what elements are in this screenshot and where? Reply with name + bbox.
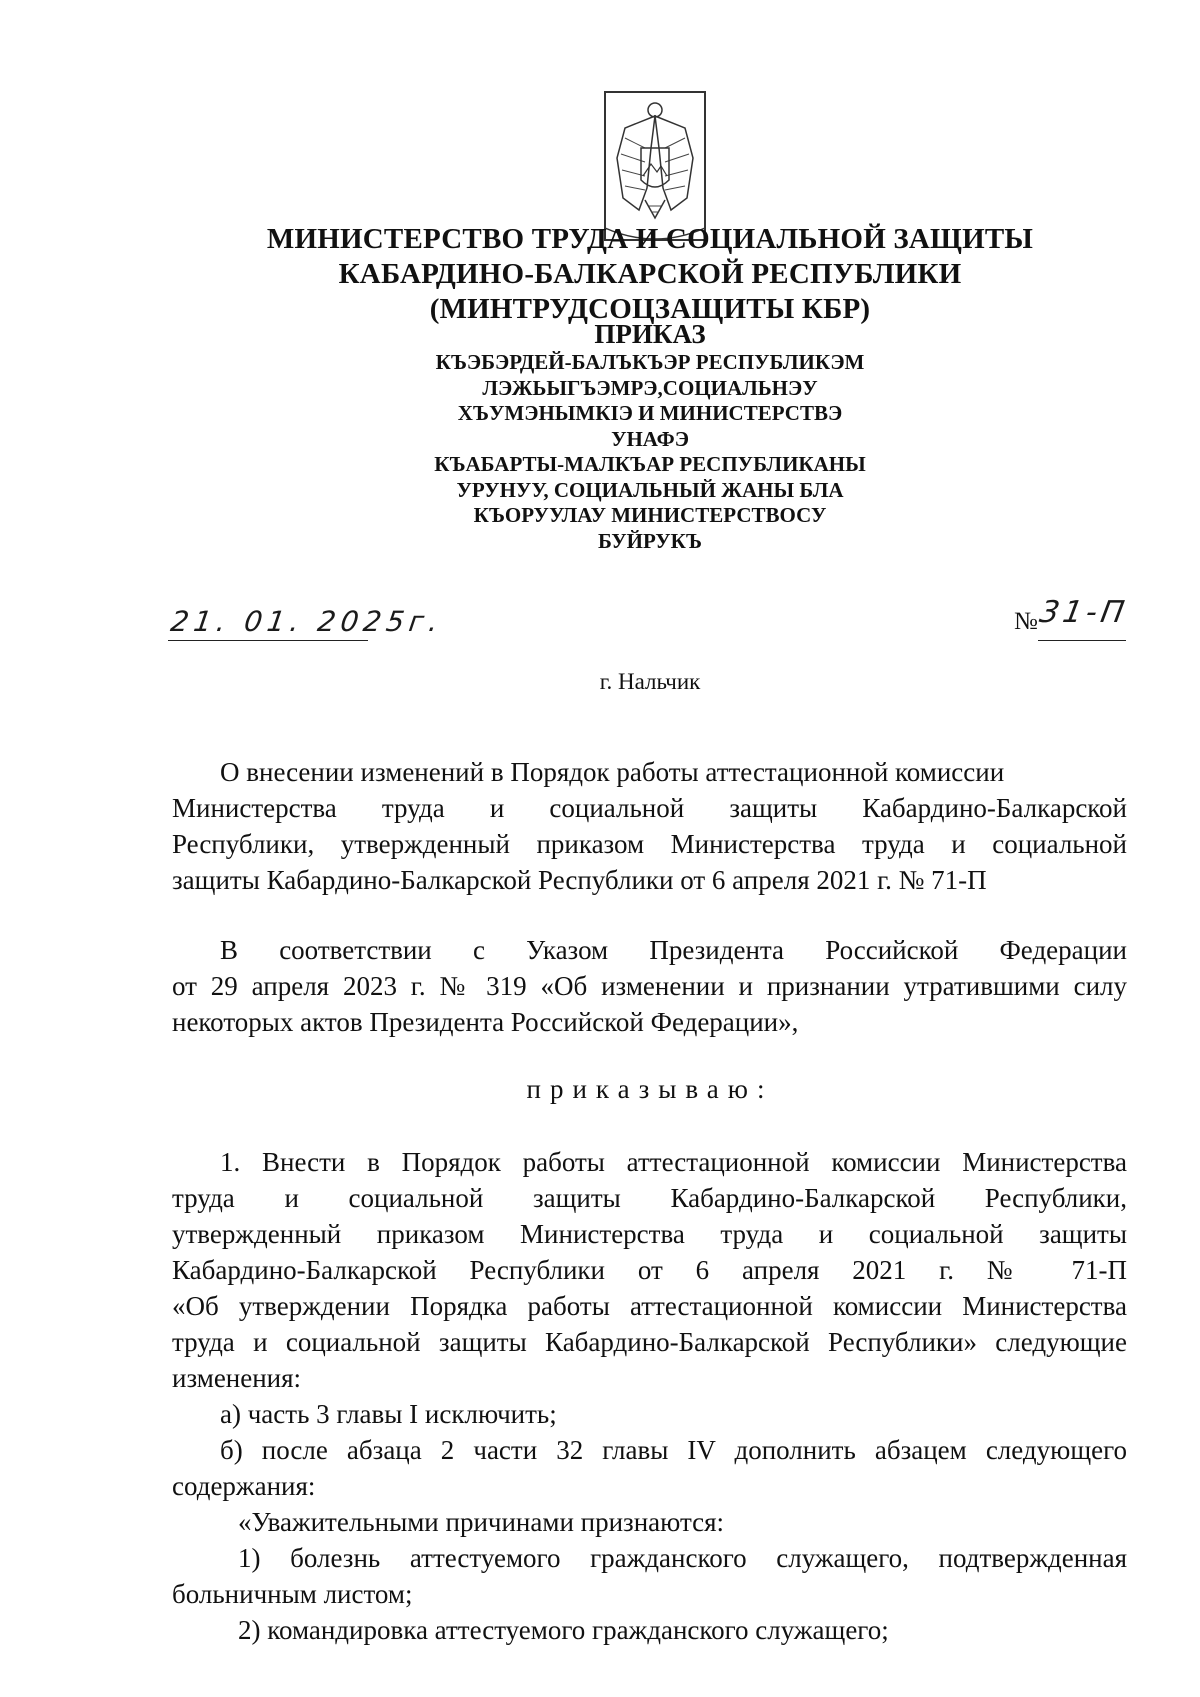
balkar-line: УРУНУУ, СОЦИАЛЬНЫЙ ЖАНЫ БЛА <box>456 477 844 502</box>
subject-line: защиты Кабардино-Балкарской Республики от 6 апреля 2021 г. № 71-П <box>172 865 987 895</box>
preamble <box>172 932 1127 1040</box>
balkar-line: КЪАБАРТЫ-МАЛКЪАР РЕСПУБЛИКАНЫ <box>434 452 866 476</box>
kabardian-line: ЛЭЖЬЫГЪЭМРЭ,СОЦИАЛЬНЭУ <box>482 375 818 400</box>
balkar-header <box>160 452 1140 554</box>
ministry-line: (МИНТРУДСОЦЗАЩИТЫ КБР) <box>429 293 871 325</box>
number-underline <box>1038 640 1126 641</box>
balkar-line: КЪОРУУЛАУ МИНИСТЕРСТВОСУ <box>473 503 827 527</box>
order-number-label <box>1014 608 1038 636</box>
sub-item-b-line: б) после абзаца 2 части 32 главы IV дополнить абзацем следующего <box>220 1435 1127 1465</box>
ministry-line: МИНИСТЕРСТВО ТРУДА И СОЦИАЛЬНОЙ ЗАЩИТЫ <box>266 223 1034 255</box>
item-line: 1. Внести в Порядок работы аттестационной комиссии Министерства <box>220 1147 1127 1177</box>
order-title: ПРИКАЗ <box>594 319 706 349</box>
reason-2: 2) командировка аттестуемого гражданского служащего; <box>238 1615 889 1645</box>
quote-intro: «Уважительными причинами признаются: <box>238 1507 724 1537</box>
sub-item-b-line: содержания: <box>172 1471 316 1501</box>
order-number: 31-П <box>1036 595 1131 630</box>
sub-item-a: а) часть 3 главы I исключить; <box>220 1399 557 1429</box>
preamble-line: от 29 апреля 2023 г. № 319 «Об изменении и признании утратившими силу <box>172 971 1127 1001</box>
item-line: «Об утверждении Порядка работы аттестационной комиссии Министерства <box>172 1291 1127 1321</box>
reason-1-line: больничным листом; <box>172 1579 413 1609</box>
ministry-name <box>160 222 1140 327</box>
kabardian-header <box>160 350 1140 452</box>
kabardian-line: ХЪУМЭНЫМКIЭ И МИНИСТЕРСТВЭ <box>457 401 843 425</box>
item-line: Кабардино-Балкарской Республики от 6 апреля 2021 г. № 71-П <box>172 1255 1127 1285</box>
order-word: приказываю: <box>526 1074 774 1104</box>
kabardian-line: КЪЭБЭРДЕЙ-БАЛЪКЪЭР РЕСПУБЛИКЭМ <box>435 350 865 374</box>
preamble-line: некоторых актов Президента Российской Федерации», <box>172 1007 799 1037</box>
preamble-line: В соответствии с Указом Президента Российской Федерации <box>220 935 1127 965</box>
subject-line: О внесении изменений в Порядок работы аттестационной комиссии <box>220 757 1005 787</box>
item-line: труда и социальной защиты Кабардино-Балкарской Республики, <box>172 1183 1127 1213</box>
order-subject <box>172 754 1127 898</box>
date-underline <box>168 640 368 641</box>
item-line: изменения: <box>172 1363 302 1393</box>
number-sign: № <box>1014 608 1038 635</box>
reason-1-line: 1) болезнь аттестуемого гражданского служащего, подтвержденная <box>238 1543 1127 1573</box>
order-date: 21. 01. 2025г. <box>168 605 446 638</box>
subject-line: Министерства труда и социальной защиты Кабардино-Балкарской <box>172 793 1127 823</box>
item-line: труда и социальной защиты Кабардино-Балкарской Республики» следующие <box>172 1327 1127 1357</box>
balkar-line: БУЙРУКЪ <box>598 528 702 553</box>
item-line: утвержденный приказом Министерства труда и социальной защиты <box>172 1219 1127 1249</box>
ministry-line: КАБАРДИНО-БАЛКАРСКОЙ РЕСПУБЛИКИ <box>338 258 962 290</box>
item-1 <box>172 1144 1127 1648</box>
city: г. Нальчик <box>599 669 701 694</box>
subject-line: Республики, утвержденный приказом Министерства труда и социальной <box>172 829 1127 859</box>
kabardian-line: УНАФЭ <box>611 426 689 451</box>
